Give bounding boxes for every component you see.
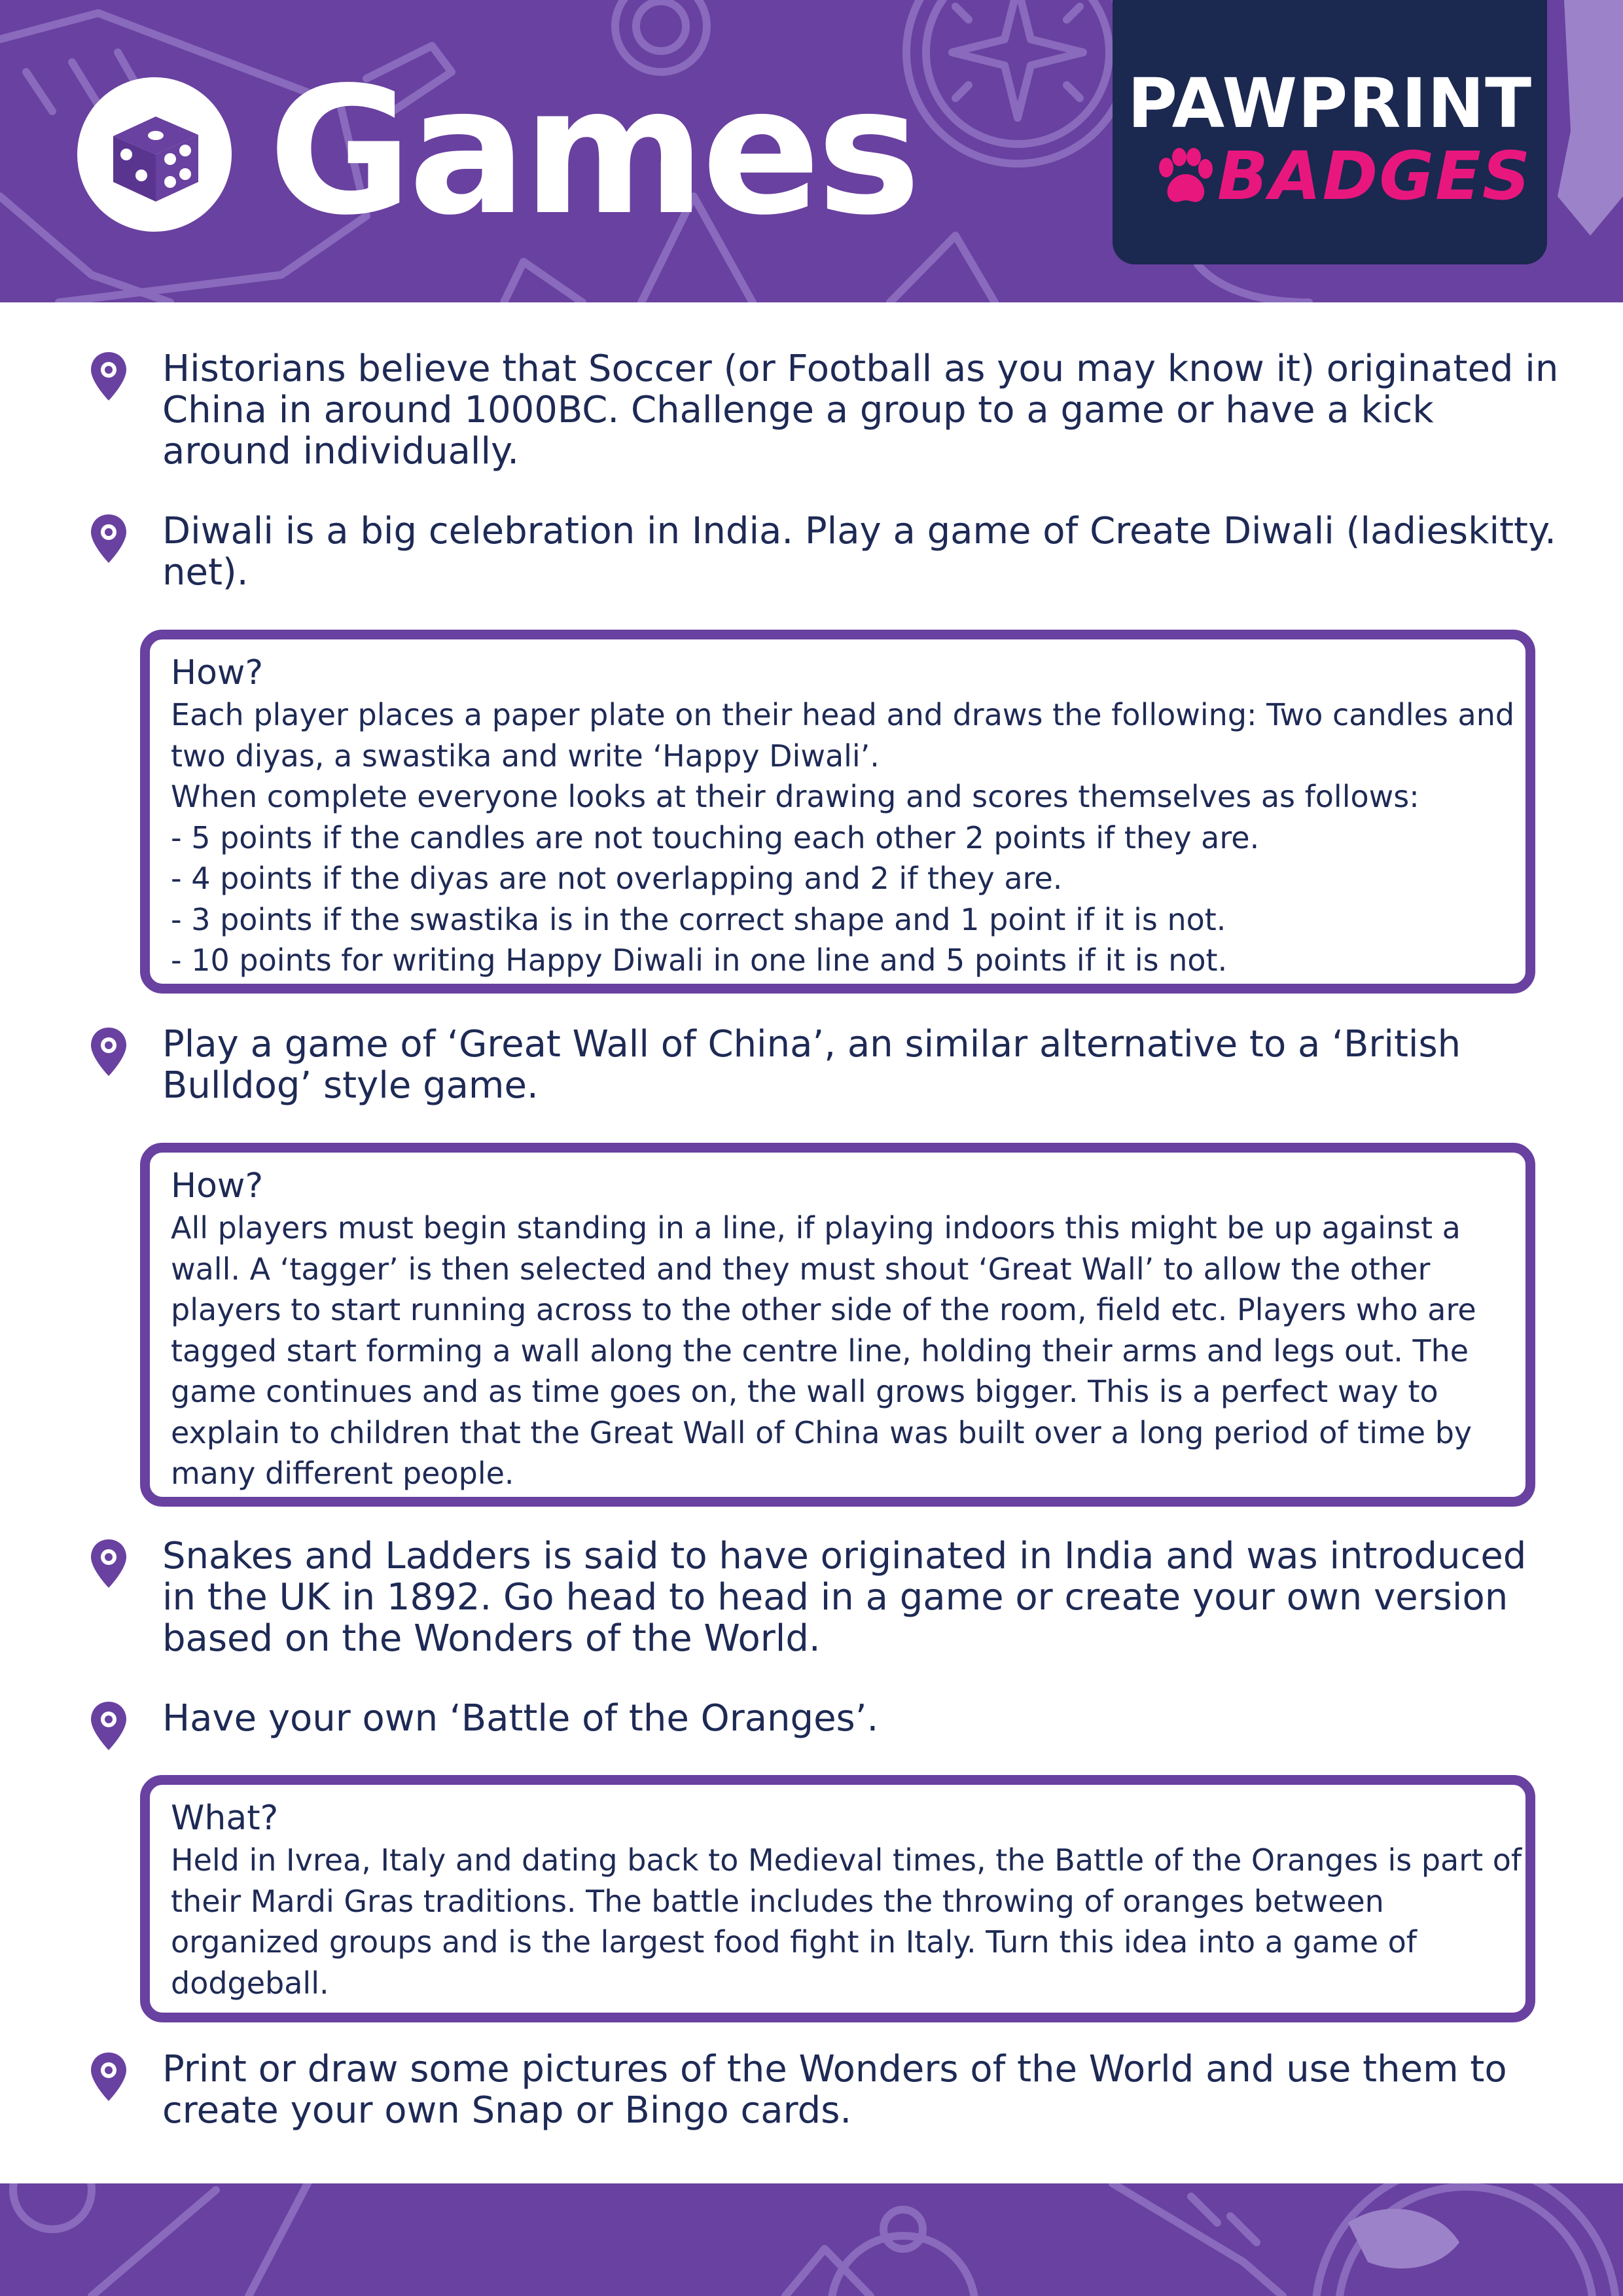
location-pin-icon bbox=[89, 1026, 128, 1077]
box-heading: How? bbox=[171, 653, 264, 692]
box-body: Held in Ivrea, Italy and dating back to Medieval times, the Battle of the Oranges is part of their Mardi Gras traditions. The battle includes the throwing of oranges between organized groups and is the largest food fight in Italy. Turn this idea into a game of dodgeball. bbox=[171, 1842, 1522, 2001]
location-pin-icon bbox=[89, 513, 128, 564]
item-text: Diwali is a big celebration in India. Play a game of Create Diwali (ladieskitty. net). bbox=[162, 510, 1556, 594]
page-title: Games bbox=[268, 50, 918, 254]
logo-text-pawprint: PAWPRINT bbox=[1127, 63, 1533, 143]
info-box-battle-of-oranges bbox=[140, 1775, 1535, 2022]
location-pin-icon bbox=[89, 1538, 128, 1589]
item-text: Historians believe that Soccer (or Football as you may know it) originated in China in around 1000BC. Challenge a group to a game or have a kick around individually. bbox=[162, 348, 1559, 473]
footer-banner bbox=[0, 2183, 1623, 2296]
paw-icon bbox=[1153, 148, 1216, 207]
item-text: Play a game of ‘Great Wall of China’, an similar alternative to a ‘British Bulldog’ style game. bbox=[162, 1023, 1461, 1107]
item-text: Print or draw some pictures of the Wonders of the World and use them to create your own Snap or Bingo cards. bbox=[162, 2048, 1507, 2132]
item-text: Have your own ‘Battle of the Oranges’. bbox=[162, 1697, 879, 1740]
item-text: Snakes and Ladders is said to have originated in India and was introduced in the UK in 1892. Go head to head in a game or create your own version based on the Wonders of the World. bbox=[162, 1535, 1527, 1660]
location-pin-icon bbox=[89, 1700, 128, 1751]
box-heading: What? bbox=[171, 1799, 279, 1838]
background-doodles bbox=[0, 2183, 1623, 2296]
instructions-box-diwali bbox=[140, 630, 1535, 994]
instructions-box-great-wall bbox=[140, 1143, 1535, 1507]
logo-text-badges: BADGES bbox=[1217, 137, 1532, 215]
location-pin-icon bbox=[89, 351, 128, 402]
box-body: All players must begin standing in a line, if playing indoors this might be up against a wall. A ‘tagger’ is then selected and they must shout ‘Great Wall’ to allow the other players to start running across to the other side of the room, field etc. Players who are tagged start forming a wall along the centre line, holding their arms and legs out. The game continues and as time goes on, the wall grows bigger. This is a perfect way to explain to children that the Great Wall of China was built over a long period of time by many different people. bbox=[171, 1210, 1476, 1491]
logo-text-row bbox=[1113, 139, 1547, 217]
box-heading: How? bbox=[171, 1166, 264, 1206]
pawprint-badges-logo bbox=[1113, 0, 1547, 264]
dice-badge bbox=[77, 77, 232, 232]
header-banner bbox=[0, 0, 1623, 302]
box-body: Each player places a paper plate on their head and draws the following: Two candles and two diyas, a swastika and write ‘Happy Diwali’. When complete everyone looks at their drawing and scores themselves as follows: - 5 points if the candles are not touching each other 2 points if they are. - 4 points if the diyas are not overlapping and 2 if they are. - 3 points if the swastika is in the correct shape and 1 point if it is not. - 10 points for writing Happy Diwali in one line and 5 points if it is not. bbox=[171, 697, 1515, 978]
location-pin-icon bbox=[89, 2051, 128, 2102]
dice-icon bbox=[77, 77, 232, 232]
